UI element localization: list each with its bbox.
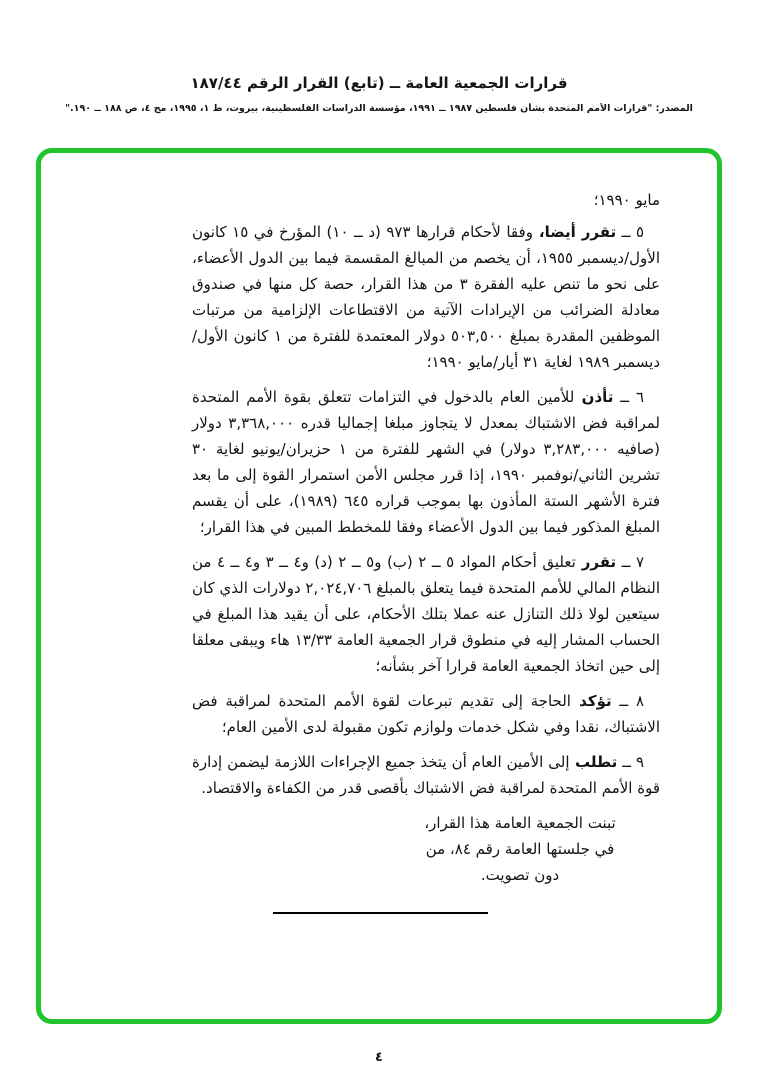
- paragraph-operative-verb: تؤكد: [570, 692, 612, 710]
- page-title: قرارات الجمعية العامة ــ (تابع) القرار الرقم ١٨٧/٤٤: [190, 74, 568, 92]
- paragraph-number: ٩ ــ: [617, 753, 645, 771]
- paragraph-text: وفقا لأحكام قرارها ٩٧٣ (د ــ ١٠) المؤرخ في ١٥ كانون الأول/ديسمبر ١٩٥٥، أن يخصم من المبالغ المقسمة فيما بين الدول الأعضاء، على نحو ما تنص عليه الفقرة ٣ من هذا القرار، حصة كل منها في صندوق معادلة الضرائب من الإيرادات الآتية من الاقتطاعات الإلزامية من مرتبات الموظفين المقدرة بمبلغ ٥٠٣,٥٠٠ دولار المعتمدة للفترة من ١ كانون الأول/ديسمبر ١٩٨٩ لغاية ٣١ أيار/مايو ١٩٩٠؛: [192, 223, 661, 371]
- paragraph-list: [192, 219, 660, 801]
- paragraph-operative-verb: تأذن: [574, 388, 614, 406]
- resolution-paragraph: [192, 749, 660, 801]
- paragraph-number: ٧ ــ: [616, 553, 644, 571]
- paragraph-operative-verb: تقرر أيضا،: [532, 223, 617, 241]
- content-frame: [36, 148, 722, 1024]
- resolution-paragraph: [192, 219, 660, 375]
- closing-line: تبنت الجمعية العامة هذا القرار،: [424, 814, 616, 832]
- resolution-paragraph: [192, 384, 660, 540]
- resolution-body: [192, 187, 660, 914]
- closing-block: [380, 810, 660, 888]
- paragraph-operative-verb: تقرر: [575, 553, 617, 571]
- paragraph-operative-verb: تطلب: [569, 753, 618, 771]
- intro-line: مايو ١٩٩٠؛: [593, 191, 660, 209]
- resolution-paragraph: [192, 549, 660, 679]
- paragraph-text: الحاجة إلى تقديم تبرعات لقوة الأمم المتحدة لمراقبة فض الاشتباك، نقدا وفي شكل خدمات ولوازم تكون مقبولة لدى الأمين العام؛: [192, 692, 660, 736]
- closing-line: دون تصويت.: [480, 866, 560, 884]
- paragraph-number: ٥ ــ: [616, 223, 644, 241]
- paragraph-number: ٨ ــ: [611, 692, 644, 710]
- page-number: ٤: [375, 1050, 383, 1065]
- source-citation: المصدر: "قرارات الأمم المتحدة بشأن فلسطين ١٩٨٧ ــ ١٩٩١، مؤسسة الدراسات الفلسطينية، بيروت، ط ١، ١٩٩٥، مج ٤، ص ١٨٨ ــ ١٩٠.": [65, 103, 693, 114]
- separator-line: [273, 912, 488, 914]
- paragraph-number: ٦ ــ: [613, 388, 644, 406]
- paragraph-text: للأمين العام بالدخول في التزامات تتعلق بقوة الأمم المتحدة لمراقبة فض الاشتباك بمعدل لا يتجاوز مبلغا إجماليا قدره ٣,٣٦٨,٠٠٠ دولار (صافيه ٣,٢٨٣,٠٠٠ دولار) في الشهر للفترة من ١ حزيران/يونيو لغاية ٣٠ تشرين الثاني/نوفمبر ١٩٩٠، إذا قرر مجلس الأمن استمرار القوة إلى ما بعد فترة الأشهر الستة المأذون بها بموجب قراره ٦٤٥ (١٩٨٩)، على أن يقسم المبلغ المذكور فيما بين الدول الأعضاء وفقا للمخطط المبين في هذا القرار؛: [192, 388, 660, 536]
- closing-line: في جلستها العامة رقم ٨٤، من: [425, 840, 615, 858]
- paragraph-text: إلى الأمين العام أن يتخذ جميع الإجراءات اللازمة ليضمن إدارة قوة الأمم المتحدة لمراقبة فض الاشتباك بأقصى قدر من الكفاءة والاقتصاد.: [192, 753, 660, 797]
- resolution-paragraph: [192, 688, 660, 740]
- paragraph-text: تعليق أحكام المواد ٥ ــ ٢ (ب) و٥ ــ ٢ (د) و٤ ــ ٣ و٤ ــ ٤ من النظام المالي للأمم المتحدة فيما يتعلق بالمبلغ ٢,٠٢٤,٧٠٦ دولارات الذي كان سيتعين لولا ذلك التنازل عنه عملا بتلك الأحكام، على أن يقيد هذا المبلغ في الحساب المشار إليه في منطوق قرار الجمعية العامة ١٣/٣٣ هاء ويبقى معلقا إلى حين اتخاذ الجمعية العامة قرارا آخر بشأنه؛: [192, 553, 660, 675]
